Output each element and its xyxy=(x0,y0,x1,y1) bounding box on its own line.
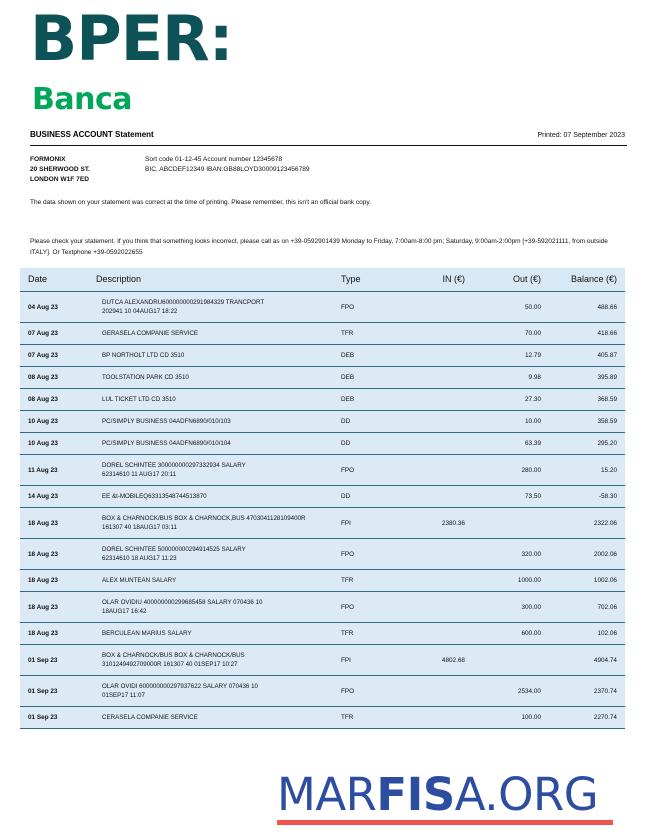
cell-balance: -58.30 xyxy=(549,486,625,508)
cell-description xyxy=(88,645,333,676)
cell-out: 70.00 xyxy=(473,323,549,345)
description-line-1: BOX & CHARNOCK/BUS BOX & CHARNOCK,BUS 4703041128109400R xyxy=(102,515,306,522)
table-row xyxy=(20,570,625,592)
cell-date: 01 Sep 23 xyxy=(20,676,88,707)
cell-type: FPO xyxy=(333,676,405,707)
description-line-1: TOOLSTATION PARK CD 3510 xyxy=(102,374,189,381)
table-row xyxy=(20,455,625,486)
cell-date: 18 Aug 23 xyxy=(20,592,88,623)
cell-out xyxy=(473,645,549,676)
cell-in xyxy=(405,486,473,508)
cell-balance: 405.87 xyxy=(549,345,625,367)
cell-out: 300.00 xyxy=(473,592,549,623)
cell-type: DEB xyxy=(333,367,405,389)
address-line-2: LONDON W1F 7ED xyxy=(30,176,89,183)
cell-type: FPO xyxy=(333,292,405,323)
description-line-1: EE &t-MOBILEQ63313548744513870 xyxy=(102,493,207,500)
bank-logo xyxy=(30,2,233,117)
cell-date: 07 Aug 23 xyxy=(20,323,88,345)
cell-description xyxy=(88,623,333,645)
description-line-1: DUTCA ALEXANDRU600000000291984329 TRANCPORT xyxy=(102,299,265,306)
cell-in xyxy=(405,455,473,486)
cell-date: 18 Aug 23 xyxy=(20,623,88,645)
cell-out: 27.30 xyxy=(473,389,549,411)
customer-address xyxy=(30,155,145,185)
watermark-part-1: MAR xyxy=(277,768,377,821)
description-line-1: CERASELA COMPANIE SERVICE xyxy=(102,714,198,721)
cell-balance: 2002.06 xyxy=(549,539,625,570)
account-numbers xyxy=(145,155,625,185)
statement-title: BUSINESS ACCOUNT Statement xyxy=(30,130,154,139)
table-row xyxy=(20,367,625,389)
description-line-2: 01SEP17 11:07 xyxy=(102,692,145,699)
description-line-2: 161307 40 18AUG17 03:11 xyxy=(102,524,177,531)
table-row xyxy=(20,539,625,570)
cell-out: 50.00 xyxy=(473,292,549,323)
cell-date: 01 Sep 23 xyxy=(20,645,88,676)
cell-out: 100.00 xyxy=(473,707,549,729)
cell-out: 2534.00 xyxy=(473,676,549,707)
cell-date: 18 Aug 23 xyxy=(20,508,88,539)
cell-description xyxy=(88,592,333,623)
cell-date: 14 Aug 23 xyxy=(20,486,88,508)
cell-in: 4802.68 xyxy=(405,645,473,676)
cell-in xyxy=(405,433,473,455)
column-header-balance: Balance (€) xyxy=(549,268,625,292)
description-line-1: OLAR OVIDIU 400000000299685458 SALARY 070436 10 xyxy=(102,599,263,606)
cell-date: 10 Aug 23 xyxy=(20,433,88,455)
cell-description xyxy=(88,345,333,367)
table-row xyxy=(20,508,625,539)
watermark-part-3: A.ORG xyxy=(454,768,599,821)
cell-in xyxy=(405,592,473,623)
cell-in xyxy=(405,707,473,729)
header-divider xyxy=(30,145,627,146)
description-line-1: BERCULEAN MARIUS SALARY xyxy=(102,630,192,637)
table-row xyxy=(20,411,625,433)
column-header-out: Out (€) xyxy=(473,268,549,292)
cell-type: FPO xyxy=(333,455,405,486)
cell-out: 600.00 xyxy=(473,623,549,645)
watermark-part-2: FIS xyxy=(376,768,455,821)
cell-date: 04 Aug 23 xyxy=(20,292,88,323)
cell-type: TFR xyxy=(333,623,405,645)
cell-balance: 702.06 xyxy=(549,592,625,623)
description-line-1: OLAR OVIDI 600000000297937622 SALARY 070436 10 xyxy=(102,683,258,690)
cell-out: 280.00 xyxy=(473,455,549,486)
table-row xyxy=(20,389,625,411)
cell-balance: 395.89 xyxy=(549,367,625,389)
cell-date: 01 Sep 23 xyxy=(20,707,88,729)
cell-out: 12.79 xyxy=(473,345,549,367)
cell-balance: 15.20 xyxy=(549,455,625,486)
table-row xyxy=(20,645,625,676)
cell-balance: 368.59 xyxy=(549,389,625,411)
cell-balance: 488.66 xyxy=(549,292,625,323)
printed-date: Printed: 07 September 2023 xyxy=(537,132,625,139)
cell-in xyxy=(405,367,473,389)
column-header-type: Type xyxy=(333,268,405,292)
cell-type: DEB xyxy=(333,389,405,411)
cell-description xyxy=(88,455,333,486)
table-row xyxy=(20,323,625,345)
cell-date: 18 Aug 23 xyxy=(20,539,88,570)
description-line-2: 3101249492709000R 161307 40 01SEP17 10:27 xyxy=(102,661,238,668)
customer-name: FORMONIX xyxy=(30,156,66,163)
description-line-1: BP NORTHOLT LTD CD 3510 xyxy=(102,352,185,359)
cell-description xyxy=(88,367,333,389)
watermark-text xyxy=(277,768,627,821)
cell-balance: 418.66 xyxy=(549,323,625,345)
address-line-1: 20 SHERWOOD ST. xyxy=(30,166,90,173)
description-line-1: BOX & CHARNOCK/BUS BOX & CHARNOCK/BUS xyxy=(102,652,245,659)
cell-balance: 1002.06 xyxy=(549,570,625,592)
cell-description xyxy=(88,707,333,729)
cell-description xyxy=(88,411,333,433)
cell-type: FPO xyxy=(333,539,405,570)
cell-description xyxy=(88,292,333,323)
cell-balance: 295.20 xyxy=(549,433,625,455)
statement-header xyxy=(30,130,625,139)
logo-banca-text: Banca xyxy=(32,82,132,117)
cell-type: TFR xyxy=(333,570,405,592)
column-header-date: Date xyxy=(20,268,88,292)
cell-out: 10.00 xyxy=(473,411,549,433)
cell-description xyxy=(88,570,333,592)
cell-in xyxy=(405,570,473,592)
cell-in xyxy=(405,323,473,345)
cell-in xyxy=(405,676,473,707)
cell-in xyxy=(405,345,473,367)
cell-type: DD xyxy=(333,433,405,455)
table-header-row xyxy=(20,268,625,292)
description-line-2: 18AUG17 16:42 xyxy=(102,608,147,615)
cell-balance: 2270.74 xyxy=(549,707,625,729)
contact-notice: Please check your statement. If you think that something looks incorrect, please call as on +39-0592901439 Monday to Friday, 7:00am-8:00 pm; Saturday, 9:00am-2:00pm [+39-592021111, from outside ITALY]. Or Textphone +39-0592022655 xyxy=(30,238,608,256)
description-line-1: LUL TICKET LTD CD 3510 xyxy=(102,396,176,403)
accuracy-notice: The data shown on your statement was correct at the time of printing. Please remember, this isn't an official bank copy. xyxy=(30,199,371,206)
account-details xyxy=(30,155,625,185)
cell-balance: 4904.74 xyxy=(549,645,625,676)
description-line-1: PC/SIMPLY BUSINESS 04ADFN6890/010/103 xyxy=(102,418,231,425)
description-line-2: 62314610 11 AUG17 20:11 xyxy=(102,471,177,478)
marfisa-watermark xyxy=(277,768,627,825)
cell-description xyxy=(88,486,333,508)
cell-description xyxy=(88,433,333,455)
cell-type: TFR xyxy=(333,707,405,729)
description-line-1: DOREL SCHINTEE 300000000297332934 SALARY xyxy=(102,462,246,469)
table-row xyxy=(20,486,625,508)
cell-description xyxy=(88,508,333,539)
cell-out: 1000.00 xyxy=(473,570,549,592)
cell-description xyxy=(88,539,333,570)
cell-out: 73.50 xyxy=(473,486,549,508)
table-row xyxy=(20,345,625,367)
cell-date: 10 Aug 23 xyxy=(20,411,88,433)
cell-balance: 102.06 xyxy=(549,623,625,645)
bic-iban: BIC. ABCDEF12349 IBAN:GB88LOYD30009123456789 xyxy=(145,166,310,173)
cell-description xyxy=(88,323,333,345)
cell-description xyxy=(88,676,333,707)
table-row xyxy=(20,707,625,729)
cell-type: DD xyxy=(333,411,405,433)
cell-in xyxy=(405,623,473,645)
cell-description xyxy=(88,389,333,411)
transactions-body xyxy=(20,292,625,729)
cell-date: 18 Aug 23 xyxy=(20,570,88,592)
cell-type: DEB xyxy=(333,345,405,367)
cell-date: 11 Aug 23 xyxy=(20,455,88,486)
cell-balance: 2322.06 xyxy=(549,508,625,539)
description-line-2: 202941 10 04AUG17 18:22 xyxy=(102,308,178,315)
cell-out: 63.39 xyxy=(473,433,549,455)
cell-out: 320.00 xyxy=(473,539,549,570)
cell-type: TFR xyxy=(333,323,405,345)
cell-balance: 2370.74 xyxy=(549,676,625,707)
description-line-1: DOREL SCHINTEE 500000000294914525 SALARY xyxy=(102,546,246,553)
cell-in xyxy=(405,539,473,570)
column-header-description: Description xyxy=(88,268,333,292)
cell-date: 08 Aug 23 xyxy=(20,389,88,411)
logo-bper-text: BPER: xyxy=(30,2,233,75)
description-line-2: 62314610 18 AUG17 11:23 xyxy=(102,555,177,562)
cell-type: DD xyxy=(333,486,405,508)
cell-balance: 358.59 xyxy=(549,411,625,433)
cell-date: 08 Aug 23 xyxy=(20,367,88,389)
cell-type: FPO xyxy=(333,592,405,623)
cell-out xyxy=(473,508,549,539)
table-row xyxy=(20,623,625,645)
description-line-1: GERASELA COMPANIE SERVICE xyxy=(102,330,199,337)
cell-in: 2380.36 xyxy=(405,508,473,539)
description-line-1: PC/SIMPLY BUSINESS 04ADFN6890/010/104 xyxy=(102,440,231,447)
cell-type: FPI xyxy=(333,645,405,676)
table-row xyxy=(20,433,625,455)
cell-date: 07 Aug 23 xyxy=(20,345,88,367)
table-row xyxy=(20,676,625,707)
table-row xyxy=(20,592,625,623)
table-row xyxy=(20,292,625,323)
transactions-table xyxy=(20,268,625,729)
cell-in xyxy=(405,292,473,323)
column-header-in: IN (€) xyxy=(405,268,473,292)
cell-in xyxy=(405,389,473,411)
cell-in xyxy=(405,411,473,433)
cell-out: 9.98 xyxy=(473,367,549,389)
sort-code-account-number: Sort code 01-12-45 Account number 12345678 xyxy=(145,156,283,163)
description-line-1: ALEX MUNTEAN SALARY xyxy=(102,577,177,584)
cell-type: FPI xyxy=(333,508,405,539)
